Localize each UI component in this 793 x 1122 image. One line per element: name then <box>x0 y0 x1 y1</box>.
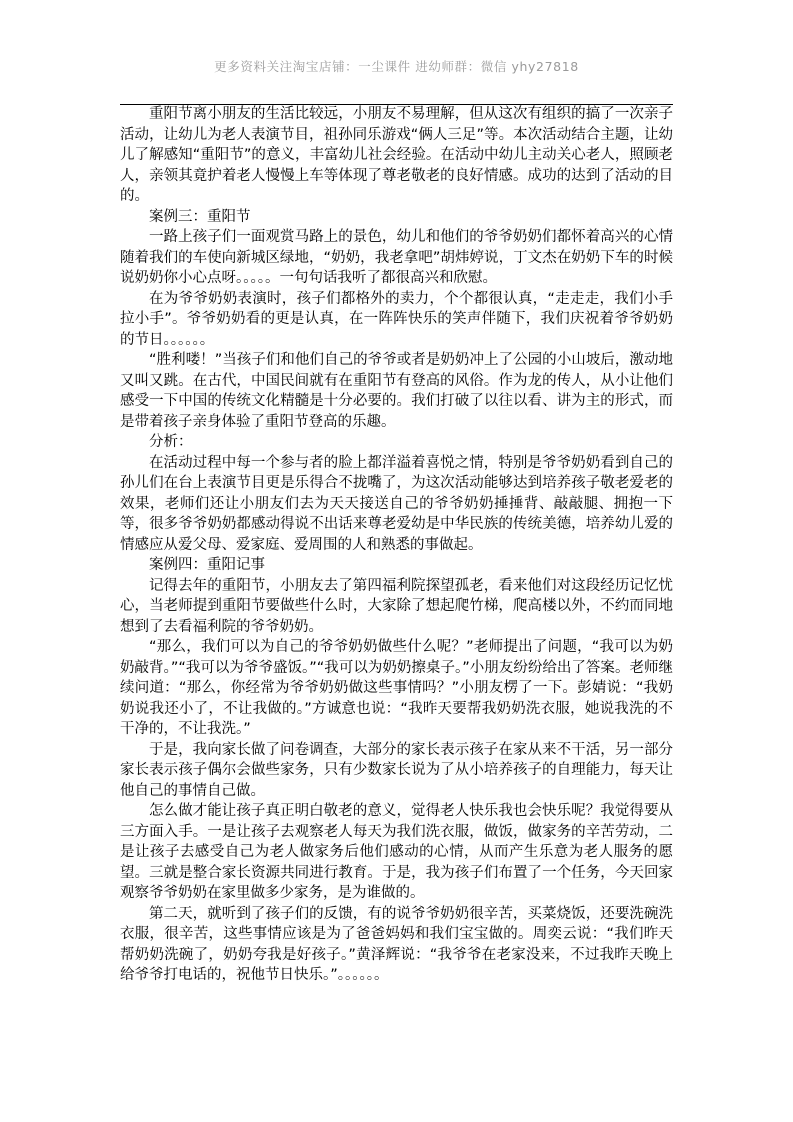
document-body <box>120 104 673 986</box>
paragraph-case-four-survey: 于是，我向家长做了问卷调查，大部分的家长表示孩子在家从来不干活，另一部分家长表示孩子偶尔会做些家务，只有少数家长说为了从小培养孩子的自理能力，每天让他自己的事情自己做。 <box>120 741 673 799</box>
case-four-heading: 案例四：重阳记事 <box>149 557 265 573</box>
paragraph-case-three-climb: “胜利喽！”当孩子们和他们自己的爷爷或者是奶奶冲上了公园的小山坡后，激动地又叫又跳。在古代，中国民间就有在重阳节有登高的风俗。作为龙的传人，从小让他们感受一下中国的传统文化精髓是十分必要的。我们打破了以往以看、讲为主的形式，而是带着孩子亲身体验了重阳节登高的乐趣。 <box>120 352 673 430</box>
paragraph-case-three-performance: 在为爷爷奶奶表演时，孩子们都格外的卖力，个个都很认真，“走走走，我们小手拉小手”。爷爷奶奶看的更是认真，在一阵阵快乐的笑声伴随下，我们庆祝着爷爷奶奶的节日。。。。。。 <box>120 290 673 348</box>
paragraph-case-three-bus: 一路上孩子们一面观赏马路上的景色，幼儿和他们的爷爷奶奶们都怀着高兴的心情随着我们的车使向新城区绿地，“奶奶，我老拿吧”胡炜婷说，丁文杰在奶奶下车的时候说奶奶你小心点呀。。。。。一句句话我听了都很高兴和欣慰。 <box>120 229 673 286</box>
paragraph-case-four-dialogue: “那么，我们可以为自己的爷爷奶奶做些什么呢？”老师提出了问题，“我可以为奶奶敲背。”“我可以为爷爷盛饭。”“我可以为奶奶擦桌子。”小朋友纷纷给出了答案。老师继续问道：“那么，你经常为爷爷奶奶做这些事情吗？”小朋友楞了一下。彭婧说：“我奶奶说我还小了，不让我做的。”方诚意也说：“我昨天要帮我奶奶洗衣服，她说我洗的不干净的，不让我洗。” <box>120 639 673 737</box>
case-three-heading: 案例三：重阳节 <box>149 208 251 225</box>
header-watermark-note: 更多资料关注淘宝店铺：一尘课件 进幼师群：微信 yhy27818 <box>214 59 579 74</box>
paragraph-analysis: 在活动过程中每一个参与者的脸上都洋溢着喜悦之情，特别是爷爷奶奶看到自己的孙儿们在台上表演节目更是乐得合不拢嘴了，为这次活动能够达到培养孩子敬老爱老的效果，老师们还让小朋友们去为天天接送自己的爷爷奶奶捶捶背、敲敲腿、拥抱一下等，很多爷爷奶奶都感动得说不出话来尊老爱幼是中华民族的传统美德，培养幼儿爱的情感应从爱父母、爱家庭、爱周围的人和熟悉的事做起。 <box>120 454 673 553</box>
analysis-heading: 分析： <box>149 434 193 450</box>
paragraph-case-four-plan: 怎么做才能让孩子真正明白敬老的意义，觉得老人快乐我也会快乐呢？我觉得要从三方面入手。一是让孩子去观察老人每天为我们洗衣服，做饭，做家务的辛苦劳动，二是让孩子去感受自己为老人做家务后他们感动的心情，从而产生乐意为老人服务的愿望。三就是整合家长资源共同进行教育。于是，我为孩子们布置了一个任务，今天回家观察爷爷奶奶在家里做多少家务，是为谁做的。 <box>120 803 673 901</box>
paragraph-summary: 重阳节离小朋友的生活比较远，小朋友不易理解，但从这次有组织的搞了一次亲子活动，让幼儿为老人表演节目，祖孙同乐游戏“俩人三足”等。本次活动结合主题，让幼儿了解感知“重阳节”的意义，丰富幼儿社会经验。在活动中幼儿主动关心老人，照顾老人，亲领其竟护着老人慢慢上车等体现了尊老敬老的良好情感。成功的达到了活动的目的。 <box>120 106 673 204</box>
paragraph-case-four-memory: 记得去年的重阳节，小朋友去了第四福利院探望孤老，看来他们对这段经历记忆忧心，当老师提到重阳节要做些什么时，大家除了想起爬竹梯，爬高楼以外，不约而同地想到了去看福利院的爷爷奶奶。 <box>120 577 673 635</box>
paragraph-case-four-feedback: 第二天，就听到了孩子们的反馈，有的说爷爷奶奶很辛苦，买菜烧饭，还要洗碗洗衣服，很辛苦，这些事情应该是为了爸爸妈妈和我们宝宝做的。周奕云说：“我们昨天帮奶奶洗碗了，奶奶夸我是好孩子。”黄泽辉说：“我爷爷在老家没来，不过我昨天晚上给爷爷打电话的，祝他节日快乐。”。。。。。。 <box>120 905 673 983</box>
